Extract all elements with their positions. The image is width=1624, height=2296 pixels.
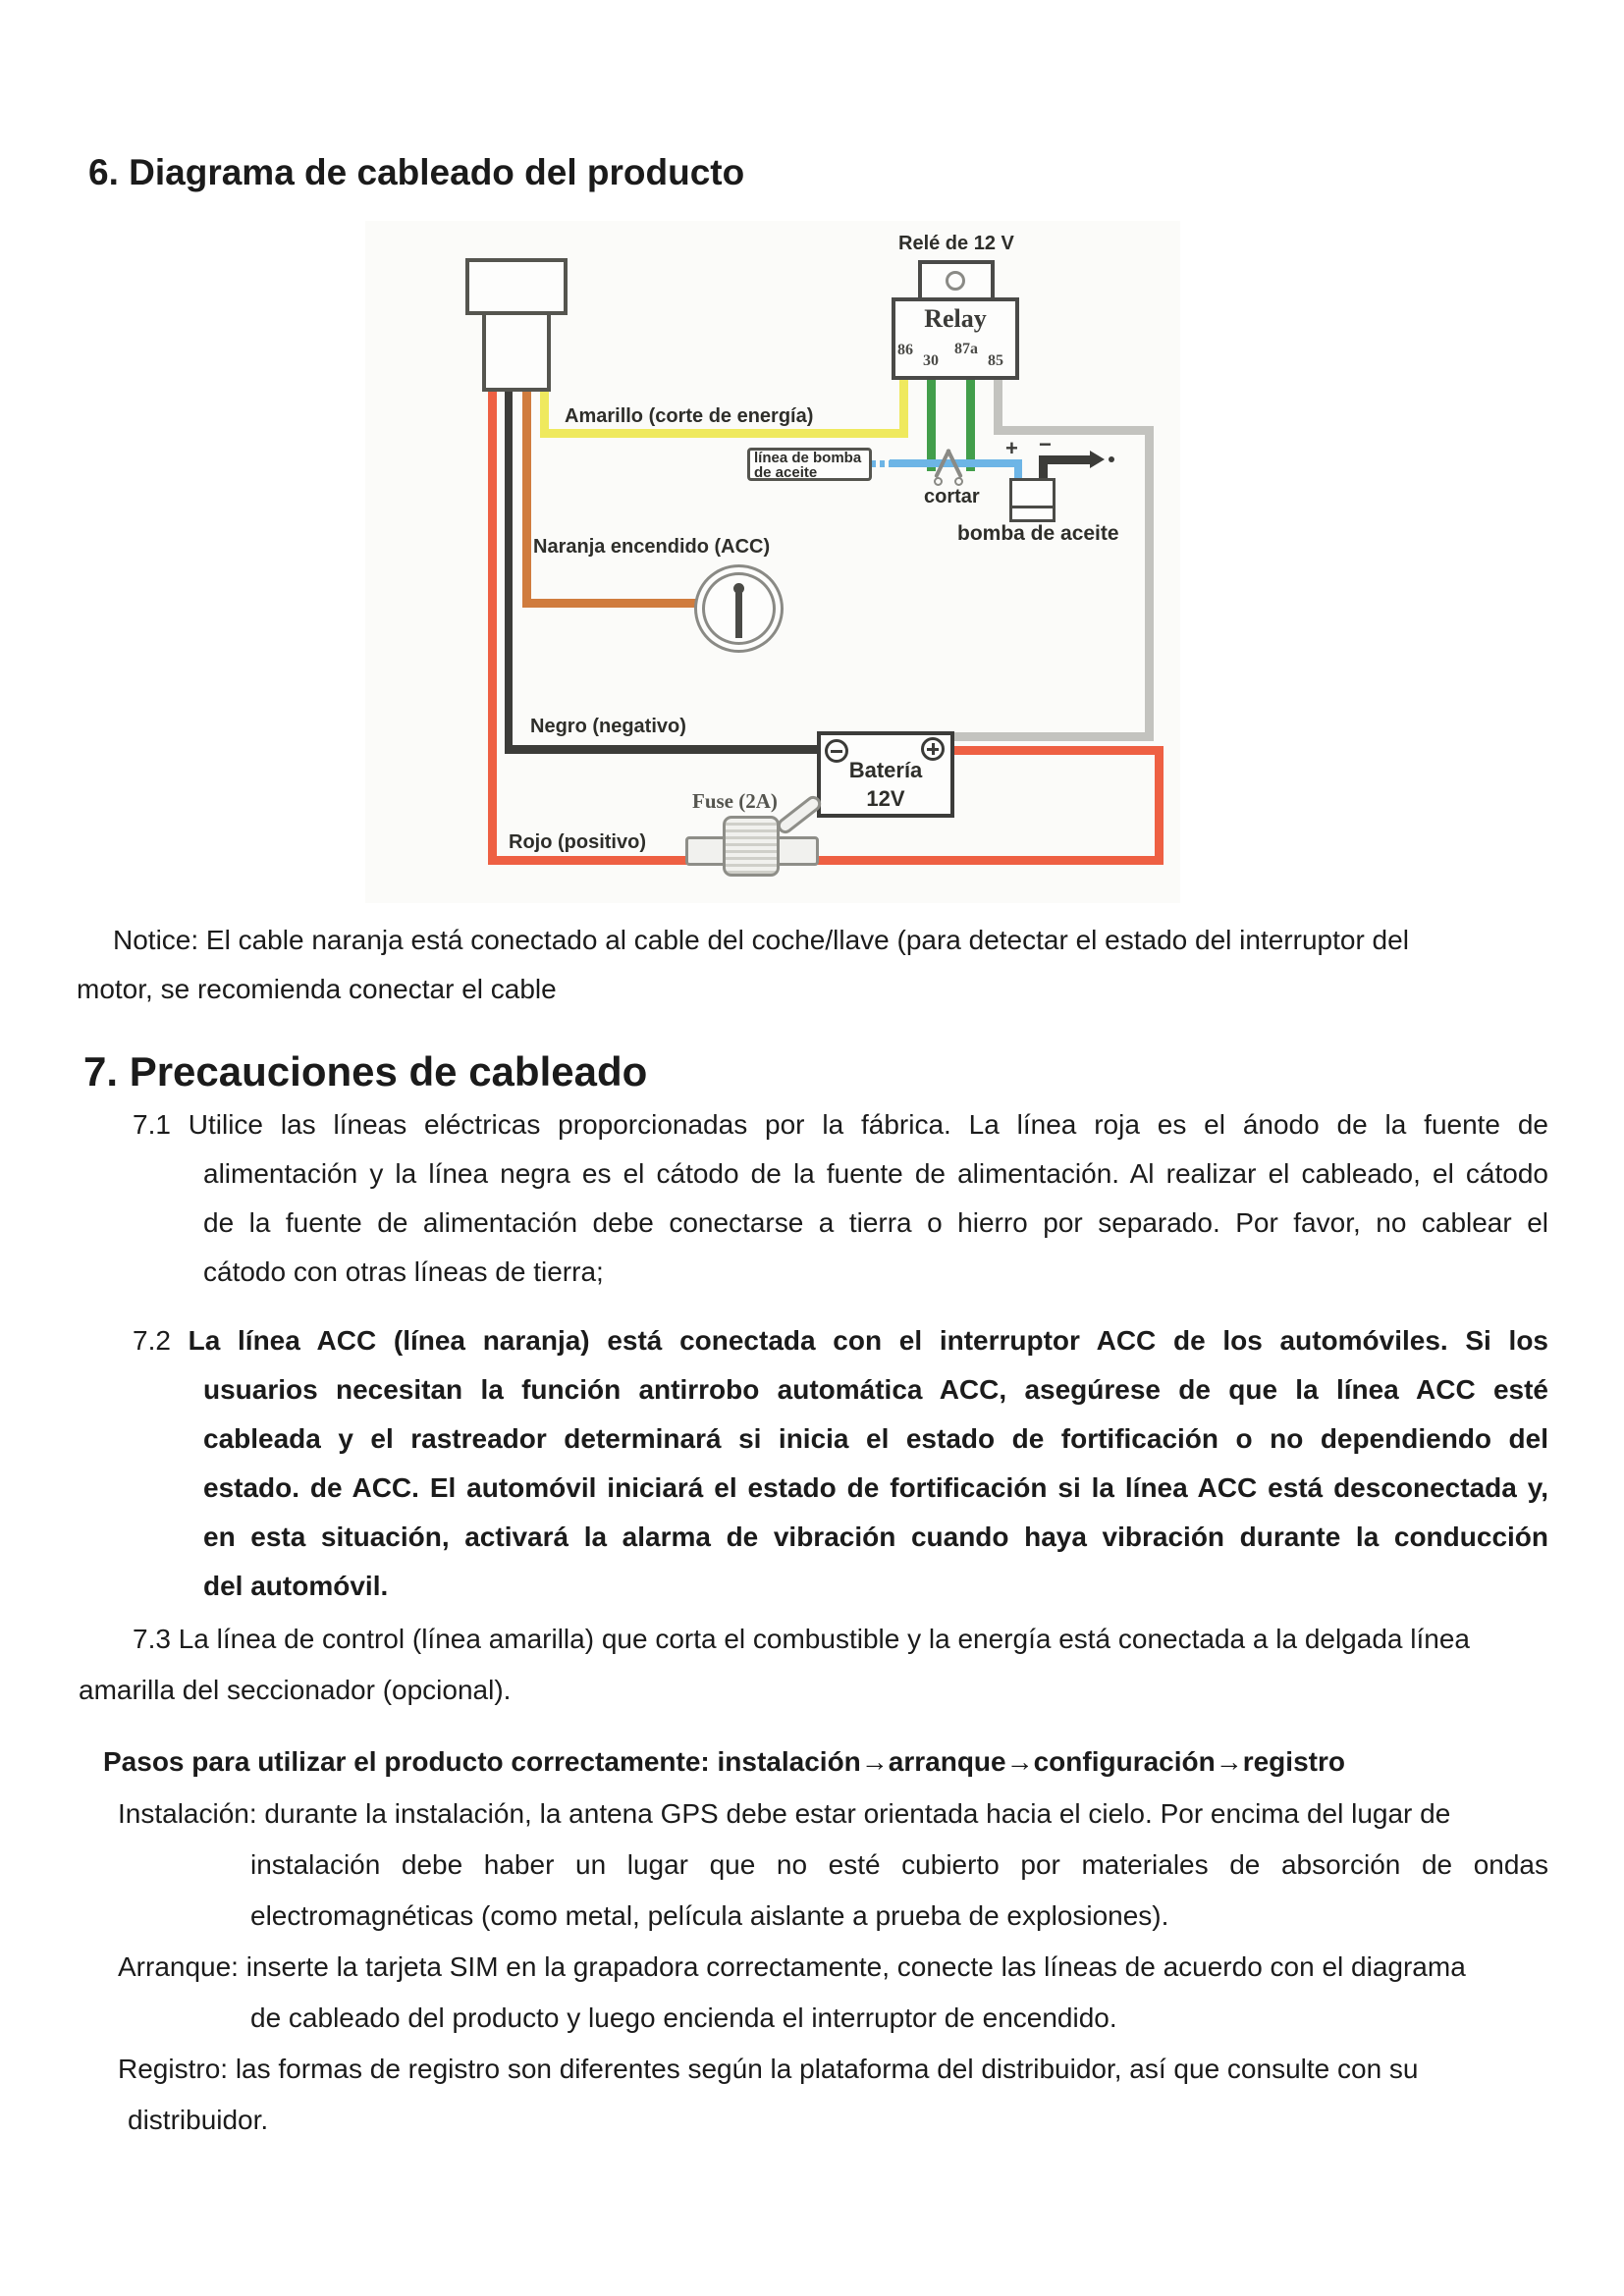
p73-line-2: amarilla del seccionador (opcional). xyxy=(79,1675,512,1705)
scissors-icon xyxy=(931,448,966,487)
section-7-heading: 7. Precauciones de cableado xyxy=(83,1048,648,1095)
fuse-label: Fuse (2A) xyxy=(692,789,778,813)
p71-line-3: de la fuente de alimentación debe conectarse a tierra o hierro por separado. Por favor, no cablear el xyxy=(203,1207,1548,1238)
battery-name-label: Batería xyxy=(848,758,923,782)
pump-plus-sign: + xyxy=(1005,436,1018,460)
install-line-2: instalación debe haber un lugar que no esté cubierto por materiales de absorción de ondas xyxy=(250,1849,1548,1880)
red-wire-to-battery-plus xyxy=(950,746,1164,755)
cut-label: cortar xyxy=(924,486,980,507)
p71-line-1: 7.1 Utilice las líneas eléctricas proporcionadas por la fábrica. La línea roja es el ánodo de la fuente de xyxy=(133,1109,1548,1140)
oil-pump-box xyxy=(1009,478,1056,522)
pump-minus-sign: − xyxy=(1039,432,1052,456)
p72-line-1 xyxy=(133,1321,1548,1361)
notice-line-1: Notice: El cable naranja está conectado al cable del coche/llave (para detectar el estado del interruptor del xyxy=(113,925,1409,955)
p71-line-4: cátodo con otras líneas de tierra; xyxy=(203,1256,604,1287)
ignition-key-slot xyxy=(735,593,742,638)
red-wire-vertical xyxy=(488,392,497,861)
section-6-heading: 6. Diagrama de cableado del producto xyxy=(88,152,745,192)
p72-line-6: del automóvil. xyxy=(203,1571,389,1601)
red-wire-right-vertical xyxy=(1155,748,1164,865)
tracker-connector-box xyxy=(482,311,551,392)
green-wire-pin87a xyxy=(966,378,975,471)
p72-line-5: en esta situación, activará la alarma de vibración cuando haya vibración durante la conducción xyxy=(203,1522,1548,1552)
gray-wire-vertical-top xyxy=(994,378,1002,432)
steps-title: Pasos para utilizar el producto correctamente: instalación→arranque→configuración→registro xyxy=(103,1746,1345,1777)
pump-wire-arrowhead xyxy=(1090,451,1105,468)
p73-line-1: 7.3 La línea de control (línea amarilla) que corta el combustible y la energía está conectada a la delgada línea xyxy=(133,1624,1470,1654)
battery-voltage-label: 12V xyxy=(866,786,905,811)
start-line-2: de cableado del producto y luego encienda el interruptor de encendido. xyxy=(250,2002,1117,2033)
notice-line-2: motor, se recomienda conectar el cable xyxy=(77,974,557,1004)
relay-pin-86: 86 xyxy=(897,342,913,358)
install-line-3: electromagnéticas (como metal, película aislante a prueba de explosiones). xyxy=(250,1900,1169,1931)
p72-line-3: cableada y el rastreador determinará si inicia el estado de fortificación o no dependiendo del xyxy=(203,1423,1548,1454)
orange-wire-label: Naranja encendido (ACC) xyxy=(533,536,771,558)
black-wire-label: Negro (negativo) xyxy=(530,716,686,737)
fuse-right-cap xyxy=(776,836,819,866)
orange-wire-horizontal xyxy=(522,599,699,608)
pump-minus-wire-horizontal xyxy=(1039,455,1092,464)
register-line-1: Registro: las formas de registro son diferentes según la plataforma del distribuidor, así que consulte con su xyxy=(118,2054,1419,2084)
black-wire-vertical xyxy=(505,392,513,754)
gray-wire-horizontal-top xyxy=(994,426,1154,435)
yellow-wire-to-relay xyxy=(899,378,908,437)
red-wire-bottom xyxy=(488,856,1164,865)
red-wire-label: Rojo (positivo) xyxy=(509,831,646,853)
relay-tab-hole xyxy=(946,271,965,291)
pump-line-label-1: línea de bomba xyxy=(754,450,862,466)
p71-line-2: alimentación y la línea negra es el cátodo de la fuente de alimentación. Al realizar el cableado, el cátodo xyxy=(203,1158,1548,1189)
yellow-wire-label: Amarillo (corte de energía) xyxy=(565,405,814,427)
p72-first-text: La línea ACC (línea naranja) está conectada con el interruptor ACC de los automóviles. Si los xyxy=(188,1325,1548,1356)
p72-line-2: usuarios necesitan la función antirrobo automática ACC, asegúrese de que la línea ACC esté xyxy=(203,1374,1548,1405)
relay-title-label: Relé de 12 V xyxy=(898,233,1014,254)
p72-line-4: estado. de ACC. El automóvil iniciará el estado de fortificación si la línea ACC está desconectada y, xyxy=(203,1472,1548,1503)
pump-wire-end-dot xyxy=(1109,456,1114,462)
gray-wire-right-vertical xyxy=(1145,426,1154,740)
start-line-1: Arranque: inserte la tarjeta SIM en la grapadora correctamente, conecte las líneas de acuerdo con el diagrama xyxy=(118,1951,1466,1982)
pump-line-label-2: de aceite xyxy=(754,464,818,481)
oil-pump-divider xyxy=(1011,506,1054,508)
relay-pin-30: 30 xyxy=(923,352,939,369)
black-wire-horizontal xyxy=(505,745,821,754)
install-line-1: Instalación: durante la instalación, la antena GPS debe estar orientada hacia el cielo. Por encima del lugar de xyxy=(118,1798,1451,1829)
yellow-wire-horizontal xyxy=(540,429,908,438)
orange-wire-vertical xyxy=(522,392,531,608)
pump-label: bomba de aceite xyxy=(957,522,1119,545)
fuse-body xyxy=(723,816,780,877)
tracker-device-box xyxy=(465,258,568,315)
blue-wire-dashes xyxy=(871,460,891,467)
battery-plus-terminal xyxy=(921,737,945,761)
register-line-2: distribuidor. xyxy=(128,2105,269,2135)
relay-pin-85: 85 xyxy=(988,352,1003,369)
relay-name-label: Relay xyxy=(924,304,987,333)
gray-wire-to-battery xyxy=(950,732,1154,741)
relay-pin-87a: 87a xyxy=(954,341,978,357)
p72-number: 7.2 xyxy=(133,1325,189,1356)
